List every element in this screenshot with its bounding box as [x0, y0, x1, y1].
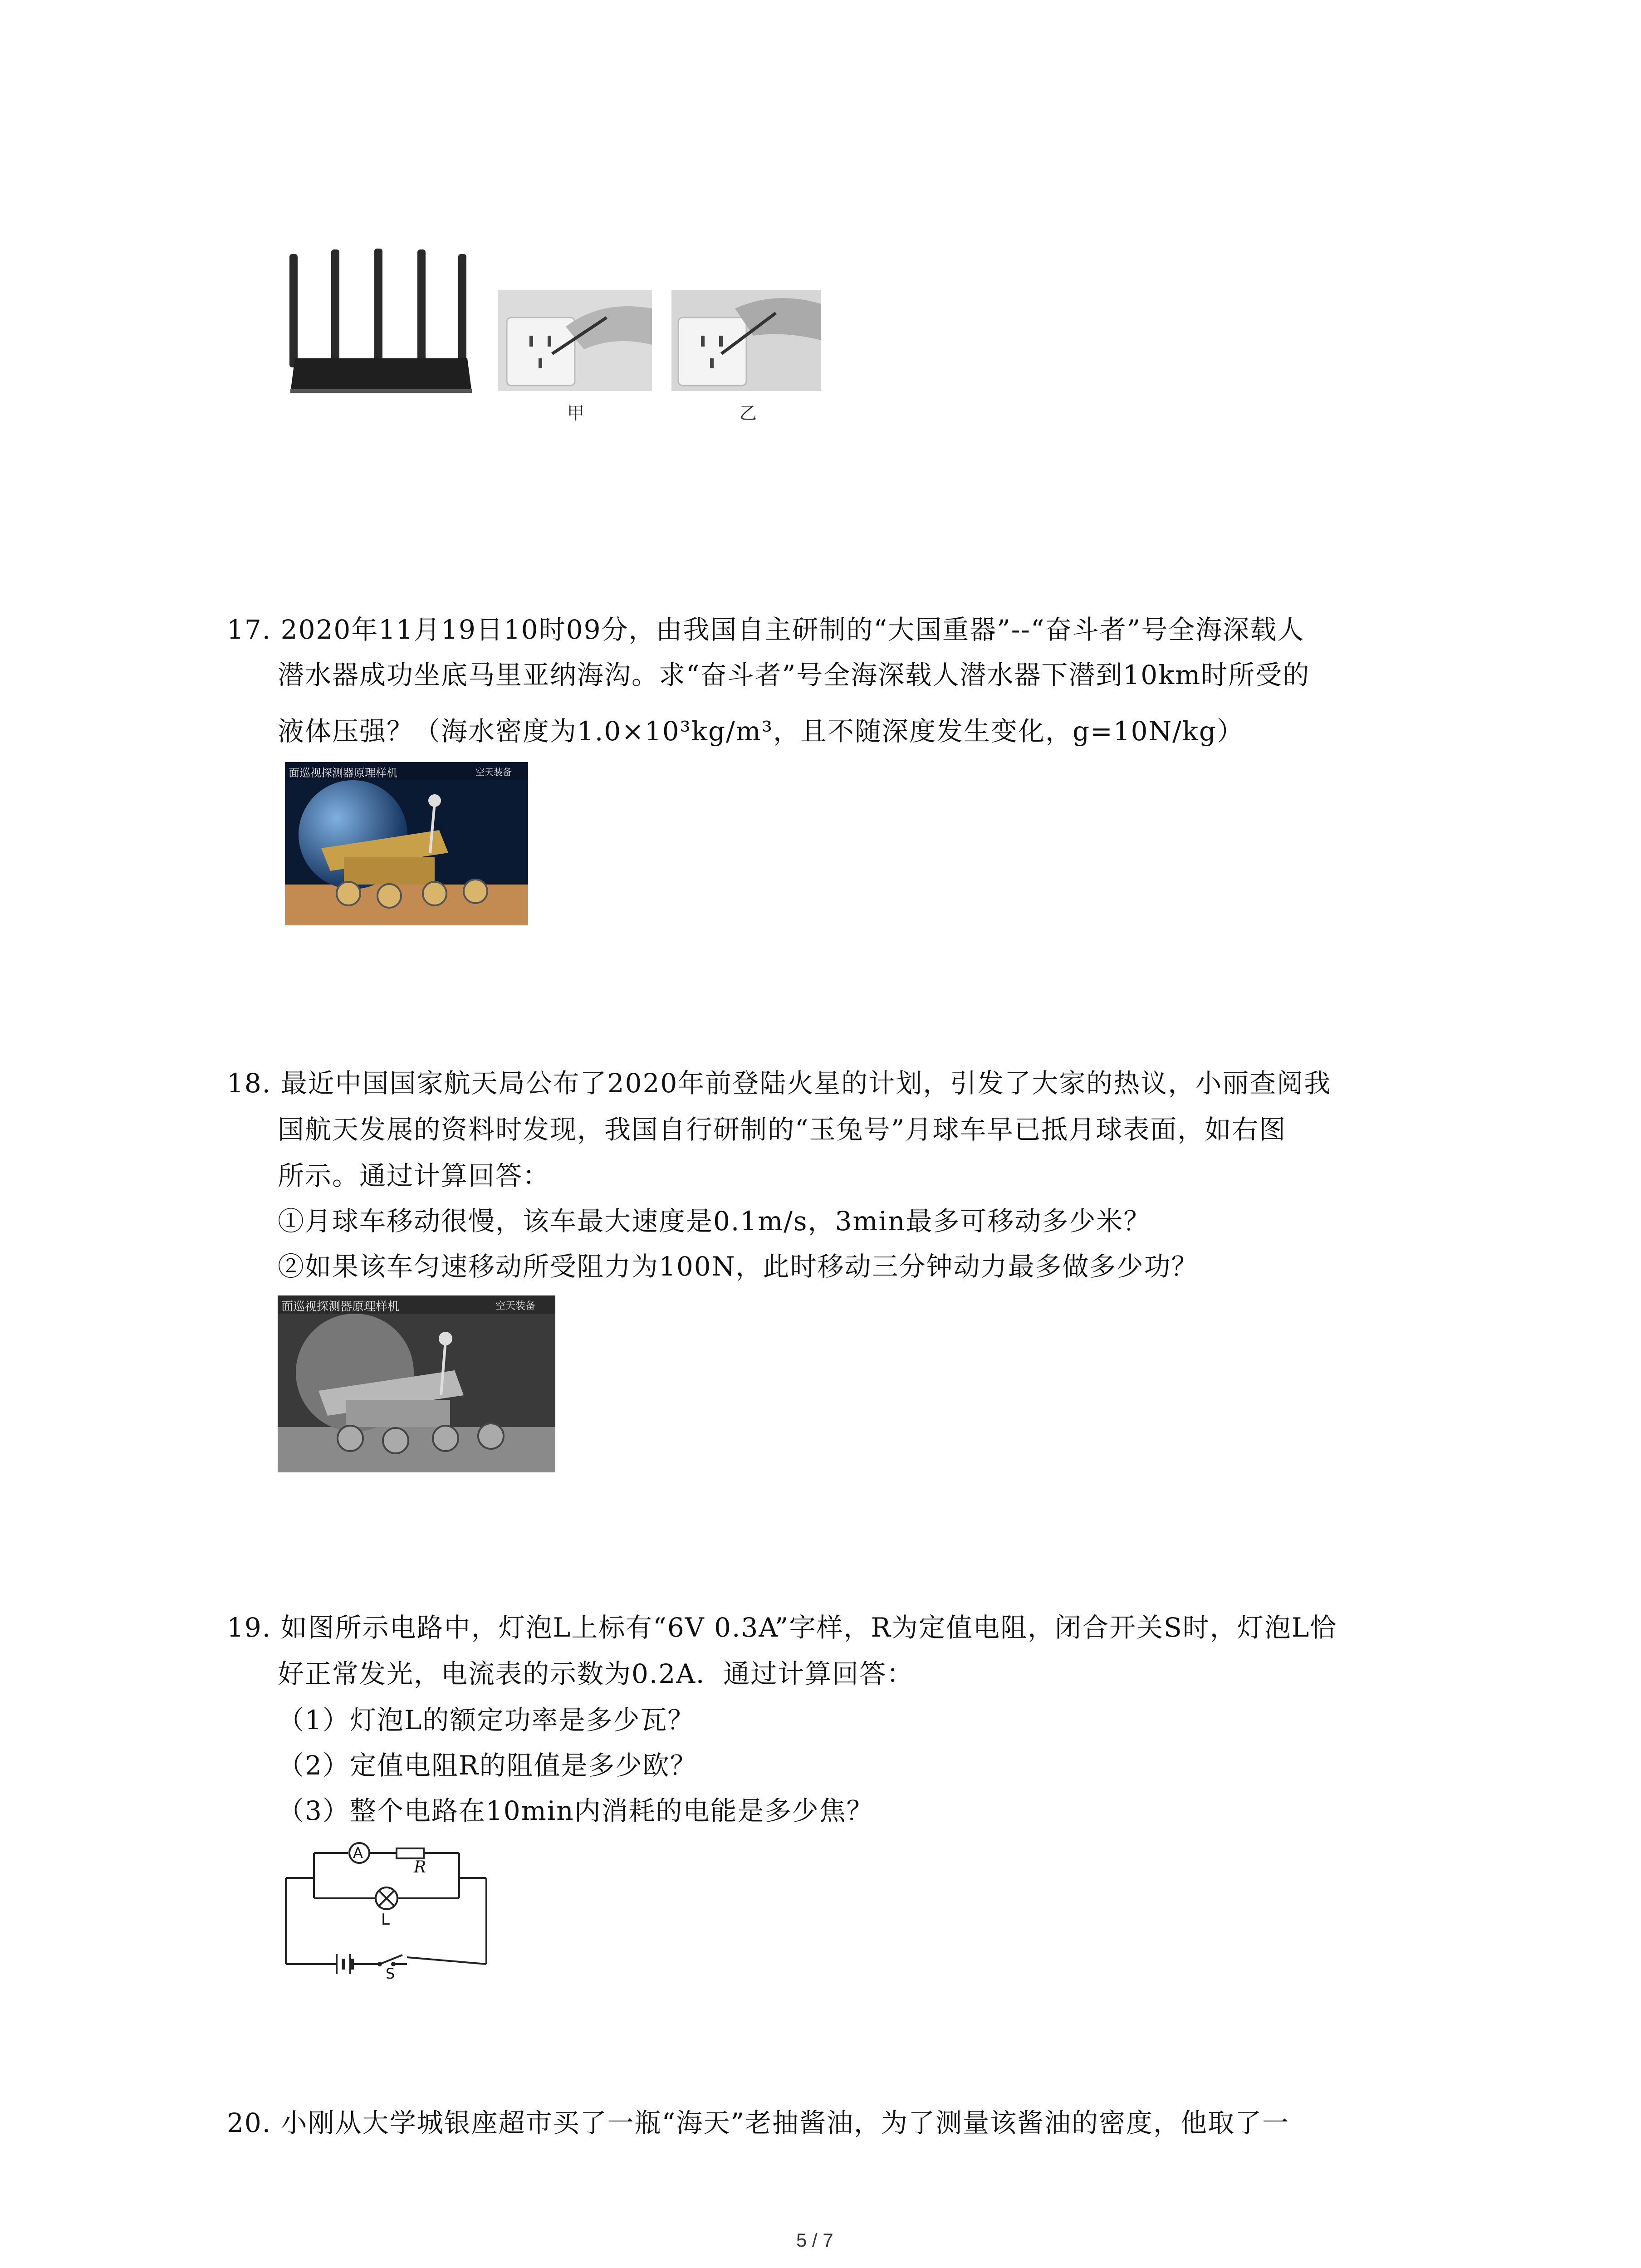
resistor-label: R [414, 1858, 426, 1877]
lamp-label: L [381, 1911, 390, 1929]
caption-yi: 乙 [740, 403, 757, 423]
q18-line-5: ②如果该车匀速移动所受阻力为100N，此时移动三分钟动力最多做多少功？ [278, 1251, 1199, 1282]
q18-line-1: 18. 最近中国国家航天局公布了2020年前登陆火星的计划，引发了大家的热议，小丽查阅我 [227, 1068, 1332, 1099]
caption-jia: 甲 [567, 403, 585, 423]
q17-line-3: 液体压强？（海水密度为1.0×10³kg/m³，且不随深度发生变化，g=10N/kg） [278, 716, 1244, 747]
socket-photo-yi [671, 290, 821, 391]
switch-label: S [386, 1965, 395, 1982]
socket-photo-jia [498, 290, 652, 391]
q18-line-2: 国航天发展的资料时发现，我国自行研制的“玉兔号”月球车早已抵月球表面，如右图 [278, 1114, 1287, 1145]
rover-logo-text: 空天装备 [475, 767, 512, 777]
rover-gray-logo-text: 空天装备 [495, 1300, 536, 1312]
circuit-diagram [278, 1842, 495, 1987]
rover-photo-color [285, 762, 528, 925]
q19-line-1: 19. 如图所示电路中，灯泡L上标有“6V 0.3A”字样，R为定值电阻，闭合开关S时，灯泡L恰 [227, 1612, 1337, 1643]
page-number: 5 / 7 [796, 2229, 833, 2251]
q18-line-4: ①月球车移动很慢，该车最大速度是0.1m/s，3min最多可移动多少米？ [278, 1206, 1151, 1237]
router-photo [286, 245, 481, 399]
q17-line-2: 潜水器成功坐底马里亚纳海沟。求“奋斗者”号全海深载人潜水器下潜到10km时所受的 [278, 660, 1310, 690]
q19-line-4: （2）定值电阻R的阻值是多少欧？ [278, 1750, 697, 1781]
q19-line-5: （3）整个电路在10min内消耗的电能是多少焦？ [278, 1795, 874, 1826]
rover-photo-gray [278, 1295, 555, 1472]
rover-banner-text: 面巡视探测器原理样机 [289, 767, 397, 779]
q19-line-2: 好正常发光，电流表的示数为0.2A．通过计算回答： [278, 1658, 914, 1689]
q17-line-1: 17. 2020年11月19日10时09分，由我国自主研制的“大国重器”--“奋斗者”号全海深载人 [227, 614, 1305, 645]
rover-gray-banner-text: 面巡视探测器原理样机 [281, 1300, 400, 1314]
ammeter-symbol: A [353, 1844, 363, 1862]
q19-line-3: （1）灯泡L的额定功率是多少瓦？ [278, 1705, 695, 1735]
q18-line-3: 所示。通过计算回答： [278, 1160, 550, 1191]
q20-line-1: 20. 小刚从大学城银座超市买了一瓶“海天”老抽酱油，为了测量该酱油的密度，他取了一 [227, 2107, 1289, 2138]
